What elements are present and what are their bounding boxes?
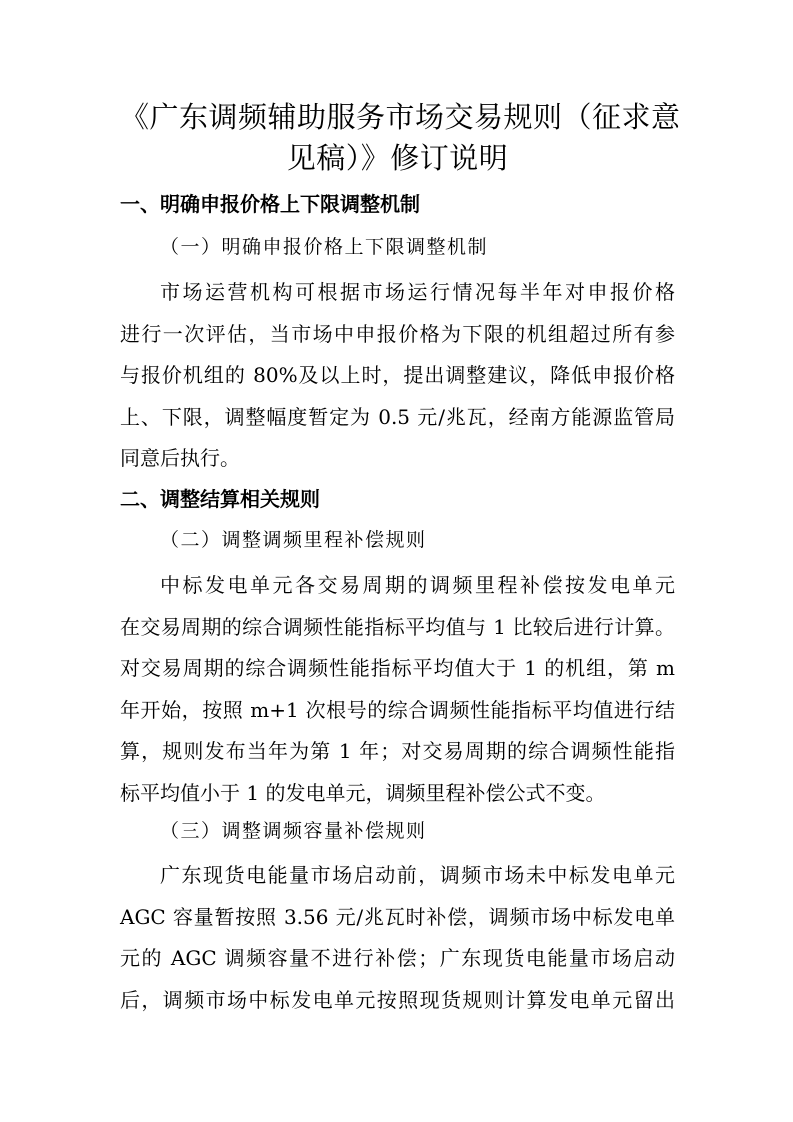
- document-title-line-1: 《广东调频辅助服务市场交易规则（征求意: [120, 100, 681, 134]
- paragraph-line: 后，调频市场中标发电单元按照现货规则计算发电单元留出: [120, 987, 675, 1012]
- subsection-heading-1: （一）明确申报价格上下限调整机制: [160, 236, 489, 258]
- paragraph-1: [120, 272, 675, 480]
- paragraph-line: 市场运营机构可根据市场运行情况每半年对申报价格: [160, 280, 675, 304]
- paragraph-line: 广东现货电能量市场启动前，调频市场未中标发电单元: [160, 863, 675, 887]
- paragraph-line: 年开始，按照 m+1 次根号的综合调频性能指标平均值进行结: [120, 697, 675, 722]
- paragraph-line: 同意后执行。: [120, 446, 240, 470]
- paragraph-line: 元的 AGC 调频容量不进行补偿；广东现货电能量市场启动: [120, 946, 675, 970]
- paragraph-2: [120, 565, 675, 814]
- paragraph-line: 进行一次评估，当市场中申报价格为下限的机组超过所有参: [120, 321, 675, 346]
- paragraph-line: 算，规则发布当年为第 1 年；对交易周期的综合调频性能指: [120, 739, 675, 763]
- paragraph-line: 对交易周期的综合调频性能指标平均值大于 1 的机组，第 m: [120, 656, 675, 680]
- paragraph-line: 中标发电单元各交易周期的调频里程补偿按发电单元: [160, 573, 675, 597]
- paragraph-3: [120, 855, 675, 1021]
- paragraph-line: 与报价机组的 80%及以上时，提出调整建议，降低申报价格: [120, 363, 675, 387]
- section-heading-2: 二、调整结算相关规则: [120, 487, 320, 511]
- section-heading-1: 一、明确申报价格上下限调整机制: [120, 192, 420, 216]
- document-title-line-2: 见稿）》修订说明: [286, 141, 509, 175]
- subsection-heading-2: （二）调整调频里程补偿规则: [160, 529, 427, 551]
- paragraph-line: AGC 容量暂按照 3.56 元/兆瓦时补偿，调频市场中标发电单: [120, 904, 675, 929]
- paragraph-line: 上、下限，调整幅度暂定为 0.5 元/兆瓦，经南方能源监管局: [120, 404, 675, 429]
- paragraph-line: 在交易周期的综合调频性能指标平均值与 1 比较后进行计算。: [120, 614, 675, 639]
- subsection-heading-3: （三）调整调频容量补偿规则: [160, 820, 427, 842]
- paragraph-line: 标平均值小于 1 的发电单元，调频里程补偿公式不变。: [120, 780, 606, 805]
